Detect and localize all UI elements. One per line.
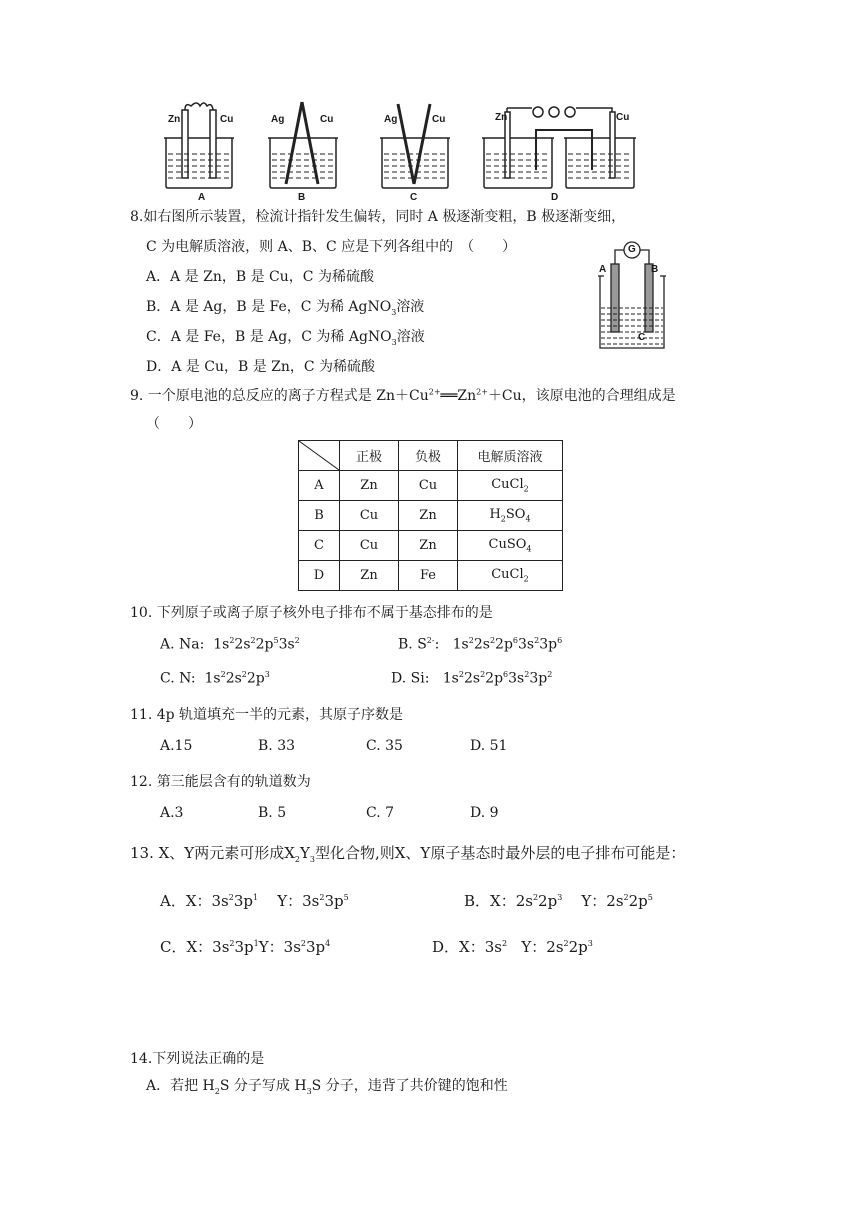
fig-d-left-label: Zn: [495, 112, 508, 123]
cell-negative: Zn: [399, 531, 458, 561]
row-label: C: [299, 531, 340, 561]
galvanometer-label: G: [628, 244, 636, 255]
q13-stem: 13. X、Y两元素可形成$X_2Y_3$型化合物,则X、Y原子基态时最外层的电子排布可能是：: [130, 844, 686, 864]
q14-stem: 14.下列说法正确的是: [130, 1051, 265, 1067]
fig-a-right-label: Cu: [220, 114, 234, 125]
q11-option-b: B. 33: [258, 738, 296, 754]
fig-b-left-label: Ag: [271, 114, 285, 125]
q11-option-d: D. 51: [470, 738, 508, 754]
header-negative: 负极: [399, 441, 458, 471]
fig-d-caption: D: [551, 192, 559, 203]
q13-option-d: D．X：$3s^2$ Y：$2s^22p^3$: [432, 938, 593, 956]
fig-b-right-label: Cu: [320, 114, 334, 125]
q11-option-a: A.15: [160, 738, 193, 754]
q12-option-c: C. 7: [366, 805, 395, 821]
solution-c-label: C: [638, 332, 646, 343]
fig-c-caption: C: [410, 192, 418, 203]
q13-option-c: C．X：$3s^23p^1Y$：$3s^23p^4$: [160, 938, 331, 956]
cell-negative: Cu: [399, 471, 458, 501]
fig-c-right-label: Cu: [432, 114, 446, 125]
header-positive: 正极: [340, 441, 399, 471]
q13-option-b: B．X：$2s^22p^3$ Y：$2s^22p^5$: [464, 892, 653, 910]
q8-option-d: D．A 是 Cu，B 是 Zn，C 为稀硫酸: [146, 359, 376, 375]
q11-stem: 11. 4p 轨道填充一半的元素，其原子序数是: [130, 707, 404, 723]
fig-a-left-label: Zn: [168, 114, 181, 125]
cell-electrolyte: CuCl$_2$: [458, 561, 563, 591]
row-label: B: [299, 501, 340, 531]
row-label: A: [299, 471, 340, 501]
table-header-row: [299, 441, 563, 471]
electrode-b-label: B: [651, 264, 659, 275]
q14-option-a: A．若把 $H_2S$ 分子写成 $H_3S$ 分子，违背了共价键的饱和性: [146, 1078, 508, 1096]
q10-stem: 10. 下列原子或离子原子核外电子排布不属于基态排布的是: [130, 605, 493, 621]
fig-c-left-label: Ag: [384, 114, 398, 125]
q8-option-a: A．A 是 Zn，B 是 Cu，C 为稀硫酸: [146, 269, 374, 285]
q8-option-c: C．A 是 Fe，B 是 Ag，C 为稀 AgNO$_3$溶液: [146, 329, 425, 347]
q12-option-a: A.3: [160, 805, 184, 821]
header-electrolyte: 电解质溶液: [458, 441, 563, 471]
q12-stem: 12. 第三能层含有的轨道数为: [130, 774, 311, 790]
q9-stem: 9. 一个原电池的总反应的离子方程式是 $Zn+Cu^{2+}══Zn^{2+}+Cu$，该原电池的合理组成是: [130, 387, 676, 404]
q12-option-b: B. 5: [258, 805, 287, 821]
cell-positive: Zn: [340, 561, 399, 591]
cell-electrolyte: CuCl$_2$: [458, 471, 563, 501]
table-row: [299, 501, 563, 531]
table-row: [299, 471, 563, 501]
cell-positive: Cu: [340, 531, 399, 561]
electrode-a-label: A: [599, 264, 607, 275]
cell-negative: Fe: [399, 561, 458, 591]
q10-option-a: A. Na: $1s^22s^22p^53s^2$: [160, 636, 300, 653]
q10-option-d: D. Si: $1s^22s^22p^63s^23p^2$: [391, 670, 553, 687]
row-label: D: [299, 561, 340, 591]
table-row: [299, 531, 563, 561]
cell-positive: Zn: [340, 471, 399, 501]
q12-option-d: D. 9: [470, 805, 499, 821]
table-row: [299, 561, 563, 591]
q8-option-b: B．A 是 Ag，B 是 Fe，C 为稀 AgNO$_3$溶液: [146, 299, 425, 317]
cell-negative: Zn: [399, 501, 458, 531]
q10-option-b: B. $S^{2-}$: $1s^22s^22p^63s^23p^6$: [398, 636, 563, 653]
fig-d-right-label: Cu: [616, 112, 630, 123]
q8-stem-line2: C 为电解质溶液，则 A、B、C 应是下列各组中的 （ ）: [146, 239, 517, 255]
fig-b-caption: B: [298, 192, 306, 203]
q10-option-c: C. N: $1s^22s^22p^3$: [160, 670, 270, 687]
cell-electrolyte: CuSO$_4$: [458, 531, 563, 561]
q13-option-a: A．X：$3s^23p^1$ Y：$3s^23p^5$: [160, 892, 349, 910]
q9-table: [298, 440, 563, 591]
fig-a-caption: A: [198, 192, 206, 203]
cell-electrolyte: $H_2SO_4$: [458, 501, 563, 531]
q9-answer-paren: （ ）: [146, 416, 202, 432]
cell-positive: Cu: [340, 501, 399, 531]
q8-stem-line1: 8.如右图所示装置，检流计指针发生偏转，同时 A 极逐渐变粗，B 极逐渐变细，: [130, 209, 626, 225]
diagonal-cell: [299, 441, 340, 471]
q11-option-c: C. 35: [366, 738, 403, 754]
